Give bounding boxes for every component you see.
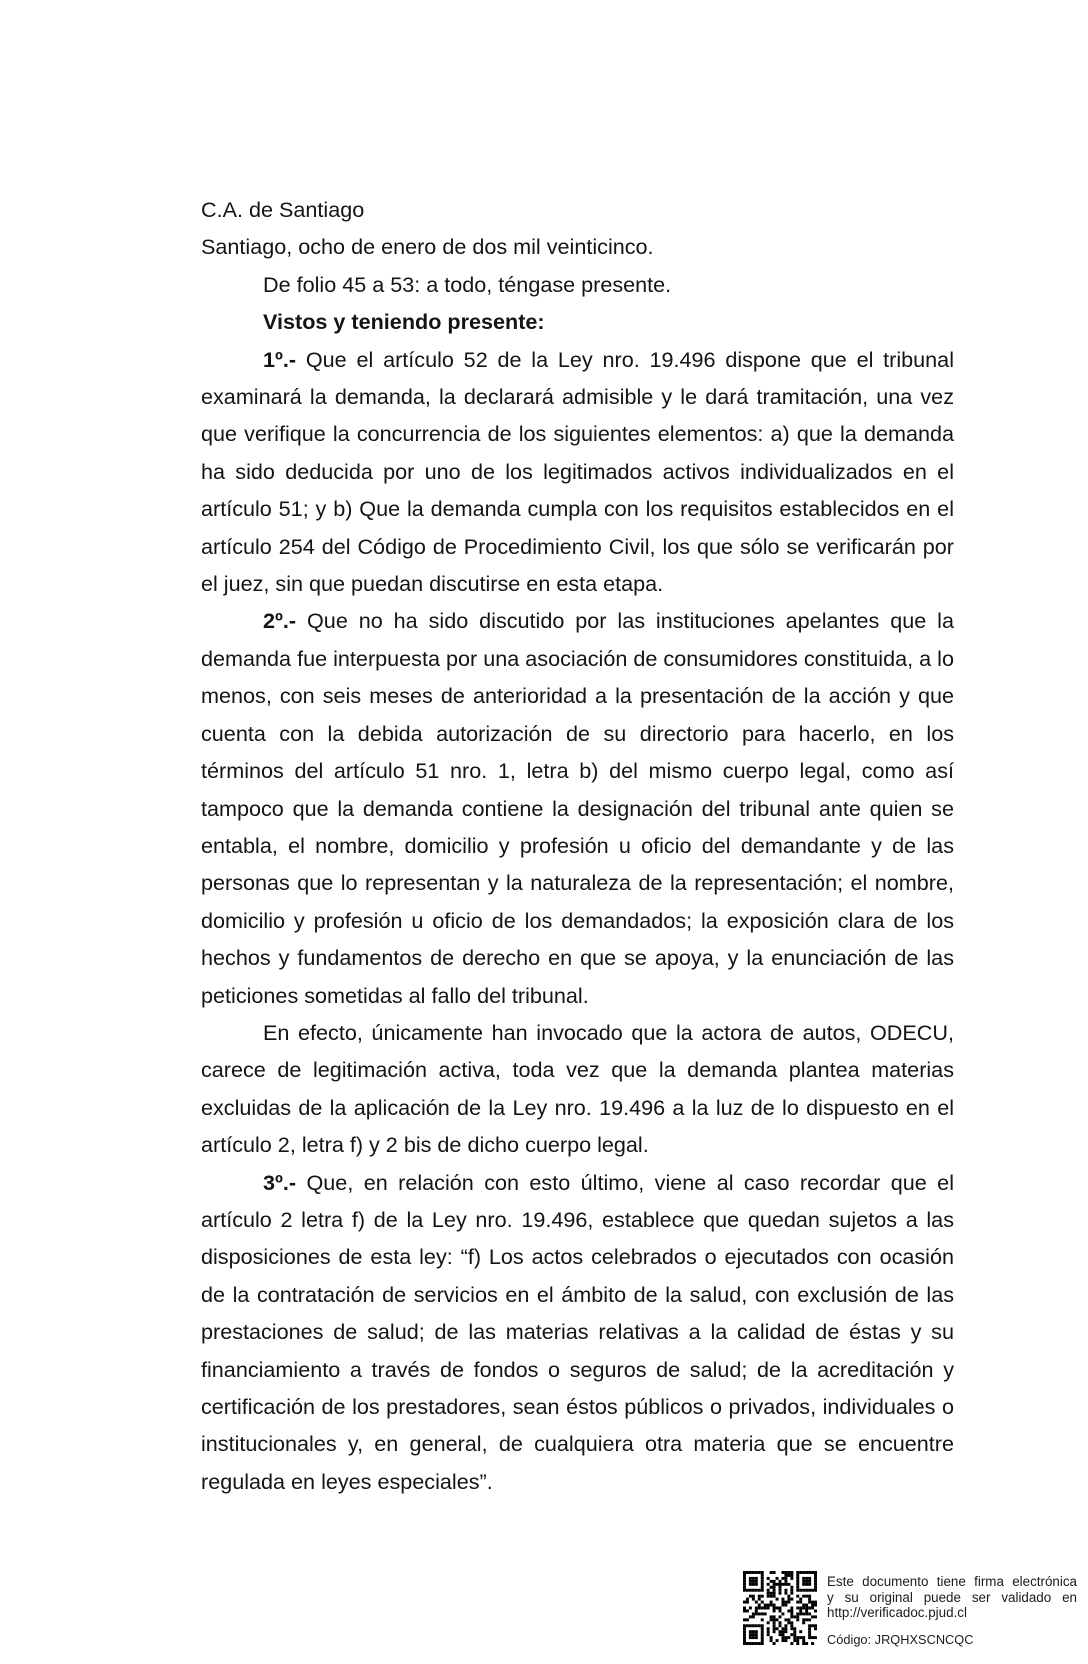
date-line: Santiago, ocho de enero de dos mil veinticinco.	[201, 234, 654, 260]
code-label: Código:	[827, 1631, 872, 1647]
court-name: C.A. de Santiago	[201, 197, 365, 222]
paragraph-text: Que no ha sido discutido por las instituciones apelantes que la demanda fue interpuesta por una asociación de consumidores constituida, a lo menos, con seis meses de anterioridad a la presentación de la acción y que cuenta con la debida autorización de su directorio para hacerlo, en los términos del artículo 51 nro. 1, letra b) del mismo cuerpo legal, como así tampoco que la demanda contiene la designación del tribunal ante quien se entabla, el nombre, domicilio y profesión u oficio del demandante y de las personas que lo representan y la naturaleza de la representación; el nombre, domicilio y profesión u oficio de los demandados; la exposición clara de los hechos y fundamentos de derecho en que se apoya, y la enunciación de las peticiones sometidas al fallo del tribunal.	[201, 608, 954, 1008]
paragraph-2	[201, 602, 954, 1013]
document-body	[201, 191, 954, 1500]
signature-note-line: y su original puede ser validado en	[827, 1589, 1077, 1605]
paragraph-3	[201, 1014, 954, 1164]
ordinal-lead: 2º.-	[263, 608, 297, 634]
section-heading: Vistos y teniendo presente:	[263, 309, 545, 335]
verification-code	[827, 1632, 1077, 1648]
qr-code	[743, 1571, 817, 1645]
paragraph-1	[201, 341, 954, 603]
signature-note-line: Este documento tiene firma electrónica	[827, 1574, 1077, 1589]
code-value: JRQHXSCNCQC	[874, 1631, 974, 1647]
paragraph-text: Que el artículo 52 de la Ley nro. 19.496 dispone que el tribunal examinará la demanda, la declarará admisible y le dará tramitación, una vez que verifique la concurrencia de los siguientes elementos: a) que la demanda ha sido deducida por uno de los legitimados activos individualizados en el artículo 51; y b) Que la demanda cumpla con los requisitos establecidos en el artículo 254 del Código de Procedimiento Civil, los que sólo se verificarán por el juez, sin que puedan discutirse en esta etapa.	[201, 346, 954, 597]
signature-footer	[743, 1571, 1077, 1647]
ordinal-lead: 3º.-	[263, 1169, 297, 1195]
paragraph-4	[201, 1164, 954, 1501]
ordinal-lead: 1º.-	[263, 346, 297, 372]
verification-url: http://verificadoc.pjud.cl	[827, 1605, 967, 1621]
paragraph-text: En efecto, únicamente han invocado que la actora de autos, ODECU, carece de legitimación activa, toda vez que la demanda plantea materias excluidas de la aplicación de la Ley nro. 19.496 a la luz de lo dispuesto en el artículo 2, letra f) y 2 bis de dicho cuerpo legal.	[201, 1019, 954, 1158]
folio-line: De folio 45 a 53: a todo, téngase presente.	[263, 271, 672, 297]
paragraph-text: Que, en relación con esto último, viene al caso recordar que el artículo 2 letra f) de la Ley nro. 19.496, establece que quedan sujetos a las disposiciones de esta ley: “f) Los actos celebrados o ejecutados con ocasión de la contratación de servicios en el ámbito de la salud, con exclusión de las prestaciones de salud; de las materias relativas a la calidad de éstas y su financiamiento a través de fondos o seguros de salud; de la acreditación y certificación de los prestadores, sean éstos públicos o privados, individuales o institucionales y, en general, de cualquiera otra materia que se encuentre regulada en leyes especiales”.	[201, 1169, 954, 1494]
signature-note	[827, 1574, 1077, 1647]
